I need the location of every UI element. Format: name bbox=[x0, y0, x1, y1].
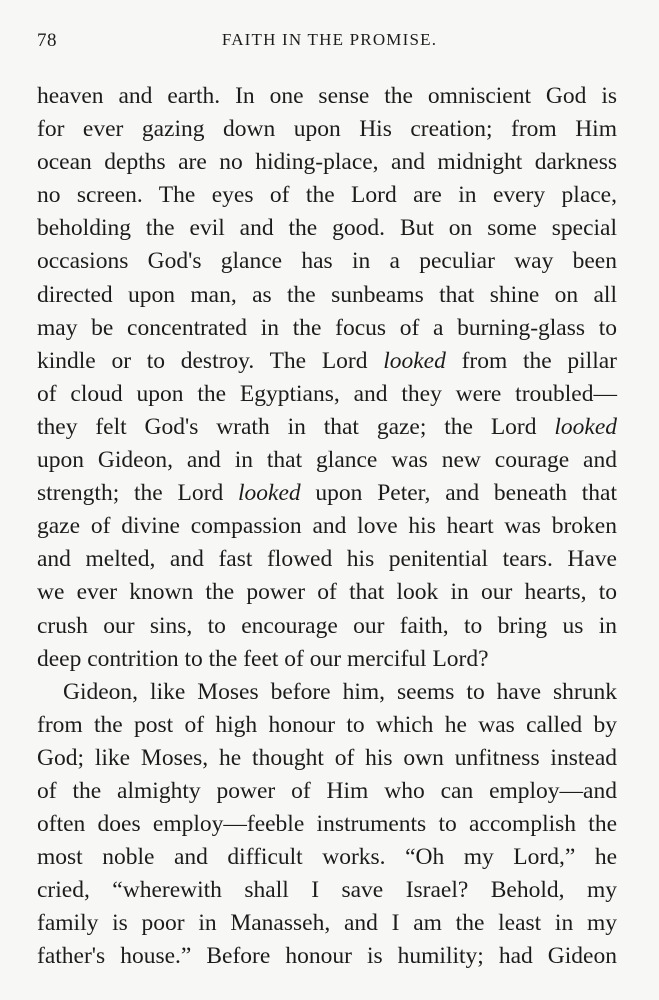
text-run: father's house.” Before honour is humility; had Gideon bbox=[37, 943, 617, 970]
text-run: deep contrition to the feet of our merciful Lord? bbox=[37, 645, 489, 672]
italic-word: looked bbox=[237, 480, 301, 507]
text-run: ocean depths are no hiding-place, and midnight darkness bbox=[37, 149, 617, 176]
text-run: for ever gazing down upon His creation; from Him bbox=[37, 116, 617, 143]
paragraph bbox=[37, 676, 617, 974]
text-line bbox=[37, 179, 617, 212]
text-run: God; like Moses, he thought of his own unfitness instead bbox=[37, 744, 617, 771]
text-run: kindle or to destroy. The Lord bbox=[37, 347, 384, 374]
text-run: often does employ—feeble instruments to accomplish the bbox=[37, 811, 617, 838]
text-run: directed upon man, as the sunbeams that shine on all bbox=[37, 281, 617, 308]
italic-word: looked bbox=[383, 347, 446, 374]
body-text bbox=[37, 80, 617, 974]
text-line bbox=[37, 510, 617, 543]
text-run: we ever known the power of that look in our hearts, to bbox=[37, 579, 617, 606]
text-run: upon Gideon, and in that glance was new courage and bbox=[37, 447, 617, 474]
text-line bbox=[37, 444, 617, 477]
text-line bbox=[37, 212, 617, 245]
text-line bbox=[37, 742, 617, 775]
text-line bbox=[37, 312, 617, 345]
text-line bbox=[37, 378, 617, 411]
text-run: gaze of divine compassion and love his heart was broken bbox=[37, 513, 617, 540]
text-line bbox=[37, 775, 617, 808]
text-run: from the post of high honour to which he was called by bbox=[37, 711, 617, 738]
text-line bbox=[37, 940, 617, 973]
text-run: most noble and difficult works. “Oh my Lord,” he bbox=[37, 844, 617, 871]
text-run: no screen. The eyes of the Lord are in every place, bbox=[37, 182, 617, 209]
text-line bbox=[37, 146, 617, 179]
page-header bbox=[37, 30, 622, 58]
text-line bbox=[37, 874, 617, 907]
page-number: 78 bbox=[37, 30, 57, 51]
text-line bbox=[37, 279, 617, 312]
text-line bbox=[37, 676, 617, 709]
text-line bbox=[37, 411, 617, 444]
text-line bbox=[37, 245, 617, 278]
text-run: beholding the evil and the good. But on some special bbox=[37, 215, 617, 242]
text-line bbox=[37, 610, 617, 643]
text-run: occasions God's glance has in a peculiar way been bbox=[37, 248, 617, 275]
text-line bbox=[37, 80, 617, 113]
text-run: Gideon, like Moses before him, seems to have shrunk bbox=[63, 678, 617, 705]
text-line bbox=[37, 709, 617, 742]
text-line bbox=[37, 345, 617, 378]
italic-word: looked bbox=[554, 413, 617, 440]
text-run: from the pillar bbox=[445, 347, 617, 374]
text-run: strength; the Lord bbox=[37, 480, 238, 507]
text-run: family is poor in Manasseh, and I am the least in my bbox=[37, 910, 617, 937]
paragraph bbox=[37, 80, 617, 676]
text-line bbox=[37, 477, 617, 510]
text-line bbox=[37, 576, 617, 609]
text-run: heaven and earth. In one sense the omniscient God is bbox=[37, 83, 617, 109]
text-line bbox=[37, 841, 617, 874]
text-line bbox=[37, 907, 617, 940]
running-title: FAITH IN THE PROMISE. bbox=[221, 30, 438, 49]
text-run: of the almighty power of Him who can employ—and bbox=[37, 777, 617, 804]
text-run: cried, “wherewith shall I save Israel? Behold, my bbox=[37, 877, 617, 904]
text-run: they felt God's wrath in that gaze; the Lord bbox=[37, 413, 555, 440]
text-run: may be concentrated in the focus of a burning-glass to bbox=[37, 314, 617, 341]
text-line bbox=[37, 113, 617, 146]
text-run: and melted, and fast flowed his penitential tears. Have bbox=[37, 546, 617, 573]
text-run: of cloud upon the Egyptians, and they were troubled— bbox=[37, 380, 617, 407]
text-line bbox=[37, 543, 617, 576]
text-run: crush our sins, to encourage our faith, to bring us in bbox=[37, 612, 617, 639]
text-line bbox=[37, 643, 617, 676]
text-line bbox=[37, 808, 617, 841]
text-run: upon Peter, and beneath that bbox=[300, 480, 617, 507]
